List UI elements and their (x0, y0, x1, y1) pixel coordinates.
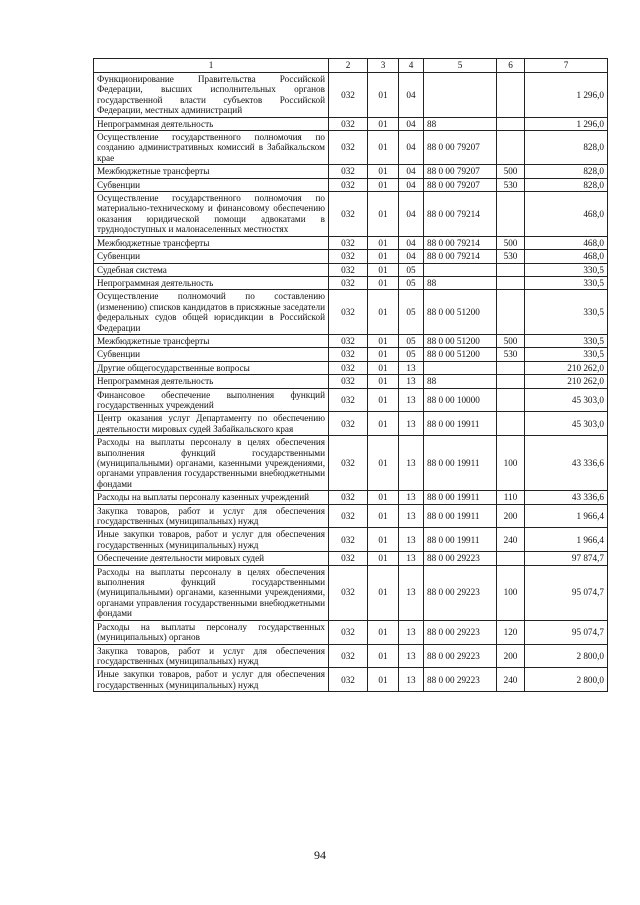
expense-type-cell: 240 (497, 528, 525, 552)
expense-name-cell: Межбюджетные трансферты (94, 165, 329, 178)
section-code-cell: 01 (368, 504, 399, 528)
target-article-cell: 88 0 00 51200 (424, 348, 497, 361)
header-col-7: 7 (525, 59, 608, 73)
section-code-cell: 01 (368, 131, 399, 165)
subsection-code-cell: 05 (399, 290, 424, 335)
header-col-1: 1 (94, 59, 329, 73)
target-article-cell: 88 0 00 29223 (424, 620, 497, 644)
expense-type-cell: 120 (497, 620, 525, 644)
target-article-cell (424, 73, 497, 118)
amount-cell: 1 296,0 (525, 117, 608, 130)
ministry-code-cell: 032 (329, 552, 368, 565)
ministry-code-cell: 032 (329, 565, 368, 620)
table-row (94, 178, 608, 191)
section-code-cell: 01 (368, 178, 399, 191)
subsection-code-cell: 13 (399, 528, 424, 552)
table-row (94, 250, 608, 263)
section-code-cell: 01 (368, 644, 399, 668)
target-article-cell: 88 0 00 79207 (424, 178, 497, 191)
ministry-code-cell: 032 (329, 388, 368, 412)
amount-cell: 330,5 (525, 276, 608, 289)
subsection-code-cell: 13 (399, 504, 424, 528)
target-article-cell: 88 0 00 10000 (424, 388, 497, 412)
amount-cell: 330,5 (525, 290, 608, 335)
subsection-code-cell: 04 (399, 192, 424, 237)
table-row (94, 263, 608, 276)
header-col-4: 4 (399, 59, 424, 73)
section-code-cell: 01 (368, 361, 399, 374)
expense-type-cell: 200 (497, 644, 525, 668)
amount-cell: 1 966,4 (525, 504, 608, 528)
amount-cell: 330,5 (525, 334, 608, 347)
subsection-code-cell: 13 (399, 620, 424, 644)
ministry-code-cell: 032 (329, 436, 368, 491)
expense-type-cell: 110 (497, 491, 525, 504)
expense-name-cell: Непрограммная деятельность (94, 117, 329, 130)
ministry-code-cell: 032 (329, 263, 368, 276)
target-article-cell: 88 0 00 29223 (424, 668, 497, 692)
section-code-cell: 01 (368, 412, 399, 436)
subsection-code-cell: 04 (399, 131, 424, 165)
target-article-cell: 88 0 00 79207 (424, 131, 497, 165)
table-row (94, 73, 608, 118)
subsection-code-cell: 04 (399, 250, 424, 263)
expense-type-cell (497, 117, 525, 130)
target-article-cell: 88 (424, 276, 497, 289)
ministry-code-cell: 032 (329, 620, 368, 644)
target-article-cell: 88 0 00 79214 (424, 250, 497, 263)
target-article-cell: 88 0 00 29223 (424, 552, 497, 565)
expense-name-cell: Межбюджетные трансферты (94, 334, 329, 347)
ministry-code-cell: 032 (329, 117, 368, 130)
ministry-code-cell: 032 (329, 236, 368, 249)
amount-cell: 95 074,7 (525, 620, 608, 644)
amount-cell: 45 303,0 (525, 388, 608, 412)
expense-type-cell (497, 375, 525, 388)
expense-type-cell: 530 (497, 178, 525, 191)
target-article-cell: 88 0 00 79214 (424, 236, 497, 249)
ministry-code-cell: 032 (329, 276, 368, 289)
table-header (94, 59, 608, 73)
budget-table (93, 58, 608, 692)
expense-type-cell (497, 131, 525, 165)
subsection-code-cell: 05 (399, 348, 424, 361)
expense-name-cell: Закупка товаров, работ и услуг для обеспечения государственных (муниципальных) нужд (94, 504, 329, 528)
expense-name-cell: Финансовое обеспечение выполнения функций государственных учреждений (94, 388, 329, 412)
expense-type-cell (497, 263, 525, 276)
target-article-cell: 88 0 00 19911 (424, 491, 497, 504)
expense-type-cell (497, 552, 525, 565)
expense-name-cell: Непрограммная деятельность (94, 276, 329, 289)
section-code-cell: 01 (368, 165, 399, 178)
ministry-code-cell: 032 (329, 668, 368, 692)
table-row (94, 236, 608, 249)
expense-type-cell: 100 (497, 436, 525, 491)
table-row (94, 620, 608, 644)
subsection-code-cell: 13 (399, 412, 424, 436)
ministry-code-cell: 032 (329, 131, 368, 165)
target-article-cell: 88 0 00 51200 (424, 290, 497, 335)
section-code-cell: 01 (368, 263, 399, 276)
target-article-cell: 88 (424, 117, 497, 130)
amount-cell: 97 874,7 (525, 552, 608, 565)
expense-name-cell: Иные закупки товаров, работ и услуг для обеспечения государственных (муниципальных) нужд (94, 668, 329, 692)
table-body (94, 73, 608, 692)
ministry-code-cell: 032 (329, 348, 368, 361)
amount-cell: 468,0 (525, 236, 608, 249)
subsection-code-cell: 04 (399, 165, 424, 178)
expense-type-cell: 500 (497, 165, 525, 178)
table-row (94, 668, 608, 692)
expense-name-cell: Судебная система (94, 263, 329, 276)
target-article-cell (424, 263, 497, 276)
table-row (94, 436, 608, 491)
target-article-cell: 88 0 00 79207 (424, 165, 497, 178)
section-code-cell: 01 (368, 73, 399, 118)
target-article-cell: 88 0 00 19911 (424, 528, 497, 552)
section-code-cell: 01 (368, 552, 399, 565)
subsection-code-cell: 05 (399, 276, 424, 289)
amount-cell: 468,0 (525, 192, 608, 237)
expense-name-cell: Субвенции (94, 250, 329, 263)
table-row (94, 117, 608, 130)
table-row (94, 644, 608, 668)
section-code-cell: 01 (368, 668, 399, 692)
expense-name-cell: Осуществление государственного полномочия по материально-техническому и финансовому обеспечению оказания юридической помощи адвокатами в труднодоступных и малонаселенных местностях (94, 192, 329, 237)
table-row (94, 290, 608, 335)
amount-cell: 2 800,0 (525, 668, 608, 692)
ministry-code-cell: 032 (329, 361, 368, 374)
amount-cell: 330,5 (525, 263, 608, 276)
expense-name-cell: Расходы на выплаты персоналу в целях обеспечения выполнения функций государственными (муниципальными) органами, казенными учреждениями, органами управления государственными внебюджетными фондами (94, 436, 329, 491)
ministry-code-cell: 032 (329, 412, 368, 436)
header-col-3: 3 (368, 59, 399, 73)
expense-type-cell: 530 (497, 250, 525, 263)
header-col-5: 5 (424, 59, 497, 73)
target-article-cell: 88 0 00 29223 (424, 565, 497, 620)
expense-name-cell: Обеспечение деятельности мировых судей (94, 552, 329, 565)
section-code-cell: 01 (368, 250, 399, 263)
table-row (94, 276, 608, 289)
target-article-cell: 88 0 00 79214 (424, 192, 497, 237)
section-code-cell: 01 (368, 236, 399, 249)
subsection-code-cell: 04 (399, 73, 424, 118)
ministry-code-cell: 032 (329, 165, 368, 178)
section-code-cell: 01 (368, 565, 399, 620)
subsection-code-cell: 04 (399, 178, 424, 191)
header-col-2: 2 (329, 59, 368, 73)
ministry-code-cell: 032 (329, 334, 368, 347)
amount-cell: 95 074,7 (525, 565, 608, 620)
amount-cell: 2 800,0 (525, 644, 608, 668)
subsection-code-cell: 13 (399, 491, 424, 504)
amount-cell: 1 966,4 (525, 528, 608, 552)
ministry-code-cell: 032 (329, 192, 368, 237)
table-row (94, 528, 608, 552)
expense-name-cell: Расходы на выплаты персоналу в целях обеспечения выполнения функций государственными (муниципальными) органами, казенными учреждениями, органами управления государственными внебюджетными фондами (94, 565, 329, 620)
amount-cell: 210 262,0 (525, 361, 608, 374)
table-row (94, 565, 608, 620)
section-code-cell: 01 (368, 436, 399, 491)
target-article-cell (424, 361, 497, 374)
amount-cell: 828,0 (525, 178, 608, 191)
subsection-code-cell: 13 (399, 375, 424, 388)
table-row (94, 361, 608, 374)
expense-type-cell (497, 361, 525, 374)
table-row (94, 504, 608, 528)
expense-name-cell: Функционирование Правительства Российской Федерации, высших исполнительных органов государственной власти субъектов Российской Федерации, местных администраций (94, 73, 329, 118)
expense-type-cell (497, 192, 525, 237)
subsection-code-cell: 05 (399, 334, 424, 347)
expense-type-cell: 200 (497, 504, 525, 528)
expense-type-cell (497, 276, 525, 289)
target-article-cell: 88 0 00 29223 (424, 644, 497, 668)
page-number: 94 (314, 848, 326, 862)
table-row (94, 348, 608, 361)
expense-name-cell: Непрограммная деятельность (94, 375, 329, 388)
section-code-cell: 01 (368, 348, 399, 361)
table-row (94, 165, 608, 178)
amount-cell: 330,5 (525, 348, 608, 361)
subsection-code-cell: 05 (399, 263, 424, 276)
table-row (94, 552, 608, 565)
expense-type-cell (497, 412, 525, 436)
expense-name-cell: Субвенции (94, 178, 329, 191)
ministry-code-cell: 032 (329, 504, 368, 528)
ministry-code-cell: 032 (329, 375, 368, 388)
amount-cell: 210 262,0 (525, 375, 608, 388)
table-row (94, 375, 608, 388)
expense-name-cell: Осуществление полномочий по составлению (изменению) списков кандидатов в присяжные заседатели федеральных судов общей юрисдикции в Российской Федерации (94, 290, 329, 335)
section-code-cell: 01 (368, 192, 399, 237)
table-row (94, 388, 608, 412)
expense-name-cell: Расходы на выплаты персоналу казенных учреждений (94, 491, 329, 504)
expense-name-cell: Центр оказания услуг Департаменту по обеспечению деятельности мировых судей Забайкальского края (94, 412, 329, 436)
subsection-code-cell: 04 (399, 236, 424, 249)
expense-type-cell: 500 (497, 334, 525, 347)
subsection-code-cell: 04 (399, 117, 424, 130)
expense-type-cell: 530 (497, 348, 525, 361)
subsection-code-cell: 13 (399, 552, 424, 565)
section-code-cell: 01 (368, 117, 399, 130)
table-row (94, 131, 608, 165)
ministry-code-cell: 032 (329, 644, 368, 668)
ministry-code-cell: 032 (329, 250, 368, 263)
section-code-cell: 01 (368, 290, 399, 335)
expense-name-cell: Другие общегосударственные вопросы (94, 361, 329, 374)
section-code-cell: 01 (368, 388, 399, 412)
ministry-code-cell: 032 (329, 528, 368, 552)
target-article-cell: 88 0 00 51200 (424, 334, 497, 347)
subsection-code-cell: 13 (399, 361, 424, 374)
ministry-code-cell: 032 (329, 290, 368, 335)
expense-name-cell: Межбюджетные трансферты (94, 236, 329, 249)
amount-cell: 45 303,0 (525, 412, 608, 436)
ministry-code-cell: 032 (329, 178, 368, 191)
expense-name-cell: Закупка товаров, работ и услуг для обеспечения государственных (муниципальных) нужд (94, 644, 329, 668)
target-article-cell: 88 0 00 19911 (424, 436, 497, 491)
section-code-cell: 01 (368, 620, 399, 644)
subsection-code-cell: 13 (399, 644, 424, 668)
expense-type-cell (497, 290, 525, 335)
amount-cell: 828,0 (525, 165, 608, 178)
table-row (94, 334, 608, 347)
expense-type-cell (497, 73, 525, 118)
amount-cell: 468,0 (525, 250, 608, 263)
amount-cell: 1 296,0 (525, 73, 608, 118)
section-code-cell: 01 (368, 276, 399, 289)
ministry-code-cell: 032 (329, 491, 368, 504)
target-article-cell: 88 (424, 375, 497, 388)
subsection-code-cell: 13 (399, 436, 424, 491)
expense-type-cell (497, 388, 525, 412)
amount-cell: 43 336,6 (525, 436, 608, 491)
expense-name-cell: Осуществление государственного полномочия по созданию административных комиссий в Забайкальском крае (94, 131, 329, 165)
table-row (94, 412, 608, 436)
expense-name-cell: Иные закупки товаров, работ и услуг для обеспечения государственных (муниципальных) нужд (94, 528, 329, 552)
header-row (94, 59, 608, 73)
section-code-cell: 01 (368, 334, 399, 347)
section-code-cell: 01 (368, 375, 399, 388)
table-row (94, 192, 608, 237)
amount-cell: 43 336,6 (525, 491, 608, 504)
expense-type-cell: 100 (497, 565, 525, 620)
target-article-cell: 88 0 00 19911 (424, 504, 497, 528)
section-code-cell: 01 (368, 528, 399, 552)
expense-name-cell: Субвенции (94, 348, 329, 361)
section-code-cell: 01 (368, 491, 399, 504)
subsection-code-cell: 13 (399, 388, 424, 412)
expense-type-cell: 240 (497, 668, 525, 692)
ministry-code-cell: 032 (329, 73, 368, 118)
amount-cell: 828,0 (525, 131, 608, 165)
table-row (94, 491, 608, 504)
expense-type-cell: 500 (497, 236, 525, 249)
expense-name-cell: Расходы на выплаты персоналу государственных (муниципальных) органов (94, 620, 329, 644)
subsection-code-cell: 13 (399, 565, 424, 620)
target-article-cell: 88 0 00 19911 (424, 412, 497, 436)
header-col-6: 6 (497, 59, 525, 73)
subsection-code-cell: 13 (399, 668, 424, 692)
